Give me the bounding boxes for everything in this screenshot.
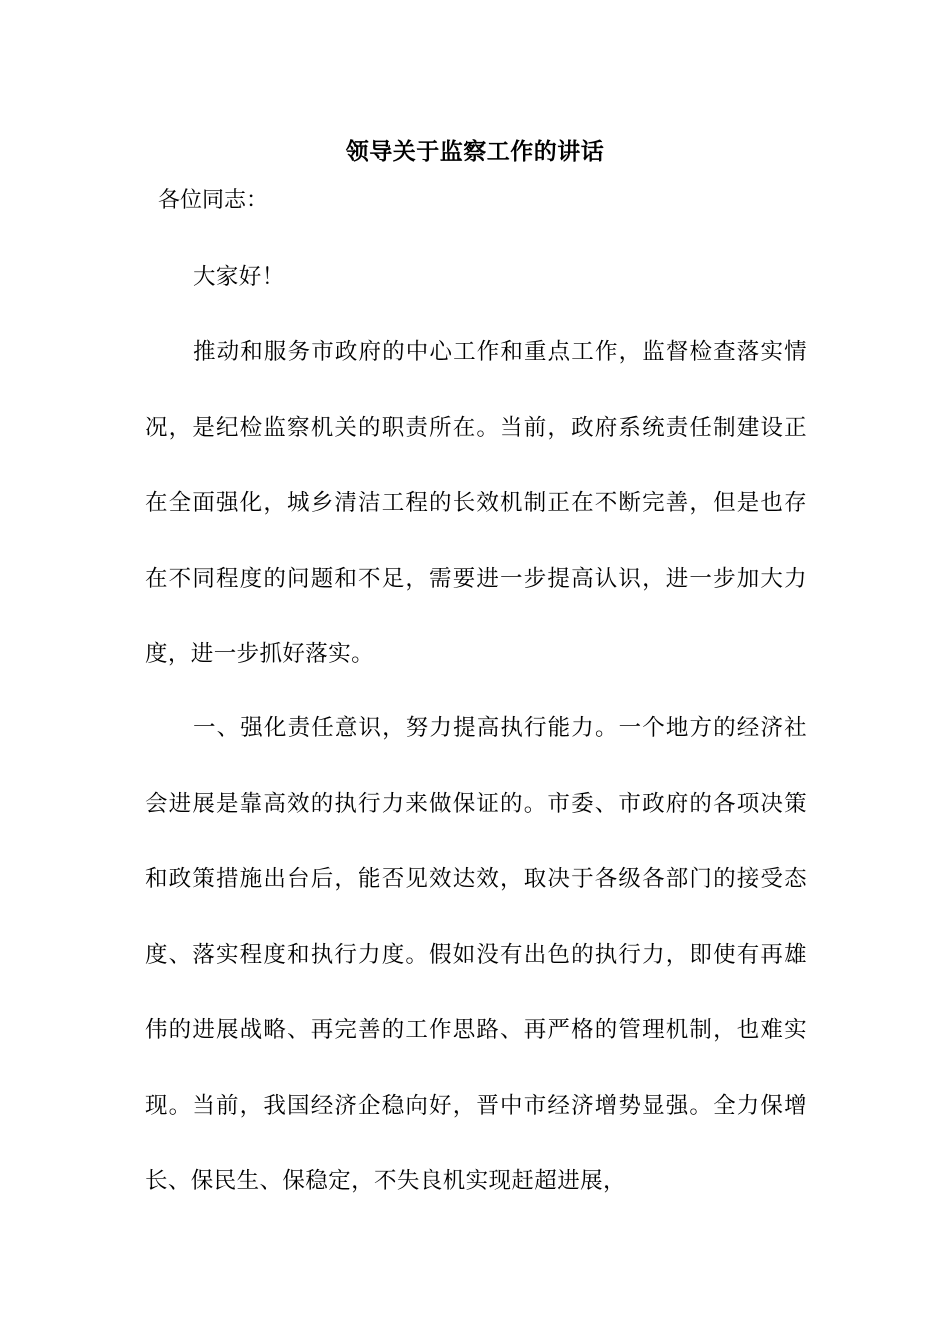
salutation: 各位同志： xyxy=(158,188,269,213)
paragraph-intro: 推动和服务市政府的中心工作和重点工作，监督检查落实情况，是纪检监察机关的职责所在。当前，政府系统责任制建设正在全面强化，城乡清洁工程的长效机制正在不断完善，但是也存在不同程度的问题和不足，需要进一步提高认识，进一步加大力度，进一步抓好落实。 xyxy=(145,339,807,667)
document-title: 领导关于监察工作的讲话 xyxy=(345,139,605,165)
paragraph-section-one: 一、强化责任意识，努力提高执行能力。一个地方的经济社会进展是靠高效的执行力来做保证的。市委、市政府的各项决策和政策措施出台后，能否见效达效，取决于各级各部门的接受态度、落实程度和执行力度。假如没有出色的执行力，即使有再雄伟的进展战略、再完善的工作思路、再严格的管理机制，也难实现。当前，我国经济企稳向好，晋中市经济增势显强。全力保增长、保民生、保稳定，不失良机实现赶超进展， xyxy=(145,715,807,1194)
greeting: 大家好！ xyxy=(193,264,285,290)
